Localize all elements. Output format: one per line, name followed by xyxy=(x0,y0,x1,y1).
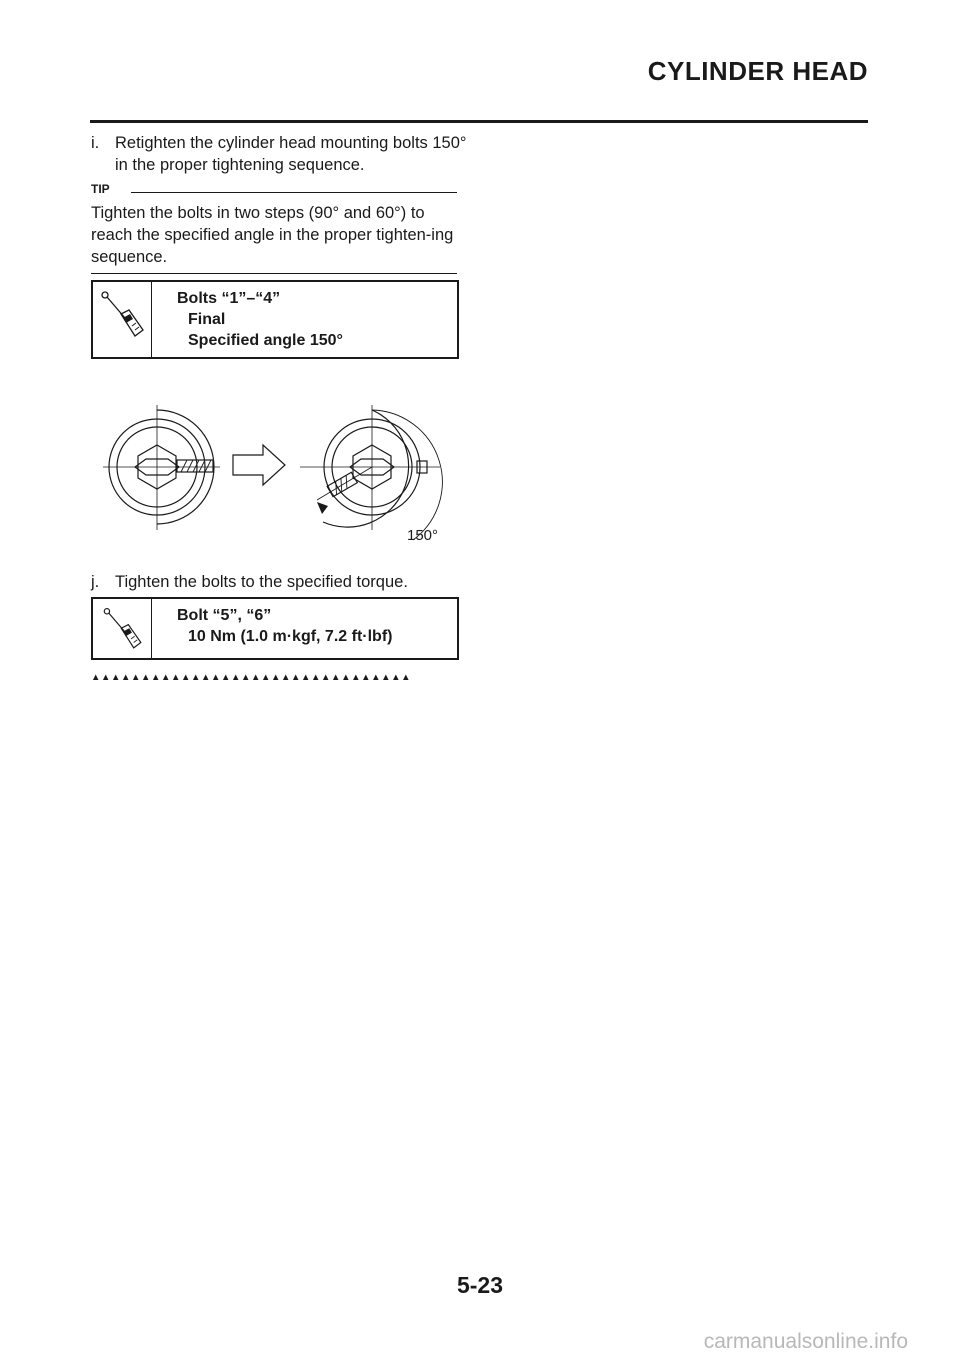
tip-heading xyxy=(91,182,457,198)
spec-title: Bolt “5”, “6” xyxy=(177,607,272,624)
watermark: carmanualsonline.info xyxy=(703,1330,908,1353)
torque-wrench-icon xyxy=(99,288,147,344)
direction-arrow xyxy=(233,445,285,485)
step-text: Retighten the cylinder head mounting bolts 150° in the proper tightening sequence. xyxy=(115,134,467,174)
angle-label: 150° xyxy=(407,527,439,544)
tip-rule xyxy=(131,192,457,193)
step-label: i. xyxy=(91,134,100,152)
bolt-tightening-diagram xyxy=(95,405,455,545)
torque-wrench-icon xyxy=(99,605,147,655)
tip-text: Tighten the bolts in two steps (90° and 60°) to reach the specified angle in the proper tighten-ing sequence. xyxy=(91,204,454,266)
spec-icon-cell xyxy=(93,599,152,658)
spec-value: 10 Nm (1.0 m·kgf, 7.2 ft·lbf) xyxy=(188,628,393,645)
spec-icon-cell xyxy=(93,282,152,357)
header-rule xyxy=(90,120,868,123)
tip-end-rule xyxy=(91,273,457,274)
spec-line: Final xyxy=(188,311,226,328)
step-label: j. xyxy=(91,573,100,591)
page-number: 5-23 xyxy=(456,1272,504,1298)
spec-box-torque xyxy=(91,597,459,660)
spec-title: Bolts “1”–“4” xyxy=(177,290,281,307)
step-i xyxy=(91,132,471,176)
page-section-title: CYLINDER HEAD xyxy=(647,56,868,86)
spec-text xyxy=(177,605,392,647)
end-of-procedure-marker: ▲▲▲▲▲▲▲▲▲▲▲▲▲▲▲▲▲▲▲▲▲▲▲▲▲▲▲▲▲▲▲▲ xyxy=(91,672,412,683)
spec-text xyxy=(177,288,343,351)
angle-arrowhead xyxy=(317,502,328,514)
spec-box-angle xyxy=(91,280,459,359)
step-j xyxy=(91,571,471,593)
step-text: Tighten the bolts to the specified torque. xyxy=(115,573,408,591)
tip-label: TIP xyxy=(91,182,110,196)
spec-value: Specified angle 150° xyxy=(188,332,343,349)
